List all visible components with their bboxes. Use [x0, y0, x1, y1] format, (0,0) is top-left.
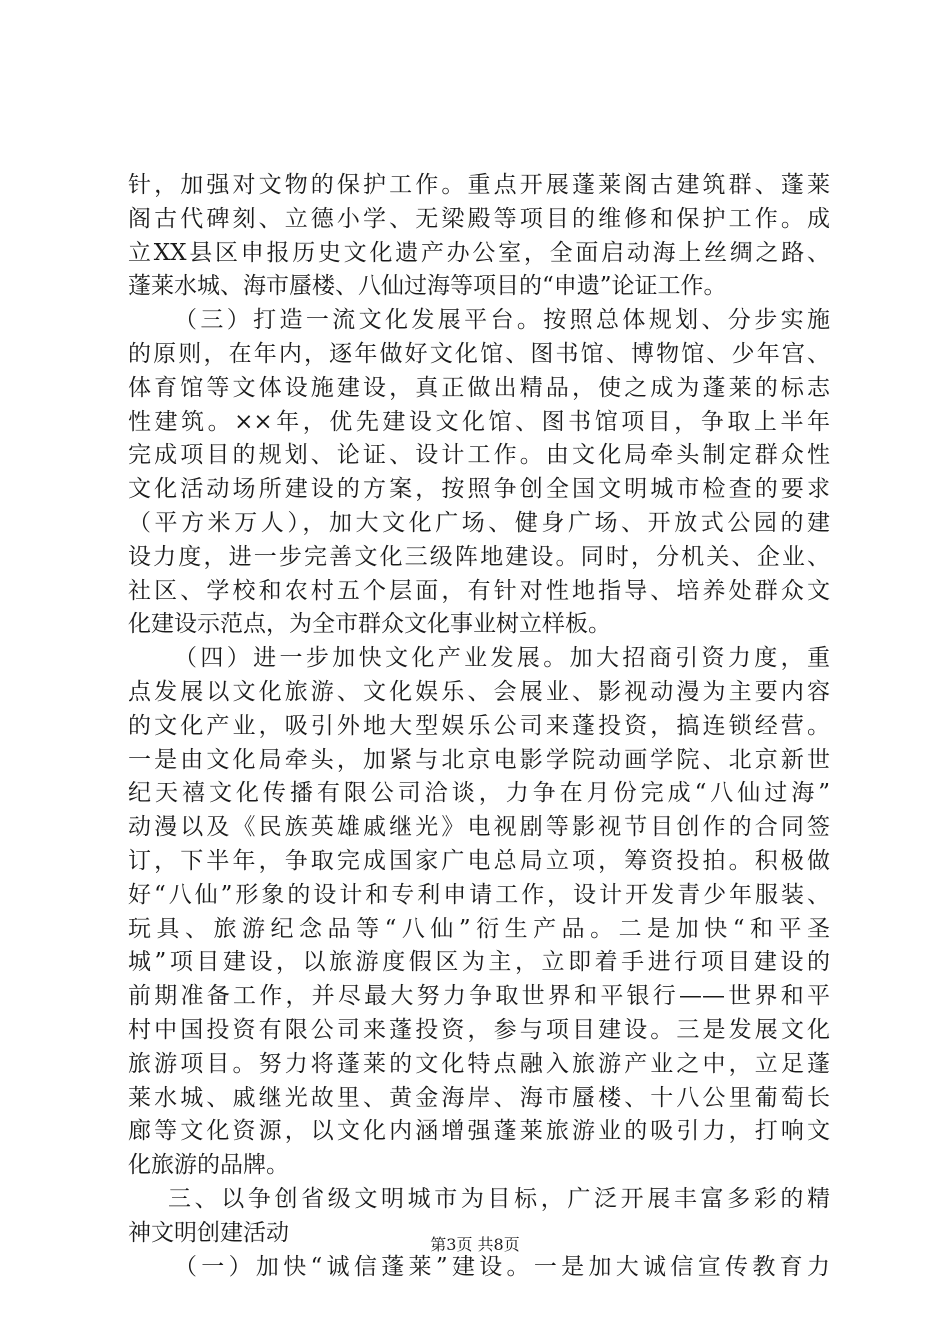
- section-heading-line: 神文明创建活动: [128, 1219, 289, 1246]
- text-line: 动漫以及《民族英雄戚继光》电视剧等影视节目创作的合同签: [128, 814, 830, 841]
- text-line: 针，加强对文物的保护工作。重点开展蓬莱阁古建筑群、蓬莱: [128, 172, 830, 198]
- text-line: 一是由文化局牵头，加紧与北京电影学院动画学院、北京新世: [128, 746, 830, 773]
- paragraph-start-line: （一）加快“诚信蓬莱”建设。一是加大诚信宣传教育力: [174, 1253, 830, 1280]
- text-line: 玩具、旅游纪念品等“八仙”衍生产品。二是加快“和平圣: [128, 915, 830, 942]
- section-heading-line: 三、以争创省级文明城市为目标，广泛开展丰富多彩的精: [168, 1185, 830, 1212]
- text-line: 体育馆等文体设施建设，真正做出精品，使之成为蓬莱的标志: [128, 374, 830, 401]
- text-line: 纪天禧文化传播有限公司洽谈，力争在月份完成“八仙过海”: [128, 780, 830, 807]
- text-line: （平方米万人），加大文化广场、健身广场、开放式公园的建: [128, 509, 830, 536]
- text-line: 的文化产业，吸引外地大型娱乐公司来蓬投资，搞连锁经营。: [128, 712, 830, 739]
- text-line: 前期准备工作，并尽最大努力争取世界和平银行——世界和平: [128, 983, 830, 1010]
- text-line: 城”项目建设，以旅游度假区为主，立即着手进行项目建设的: [128, 949, 830, 976]
- text-line: 阁古代碑刻、立德小学、无梁殿等项目的维修和保护工作。成: [128, 205, 830, 232]
- text-line: 好“八仙”形象的设计和专利申请工作，设计开发青少年服装、: [128, 881, 830, 908]
- text-line: 莱水城、戚继光故里、黄金海岸、海市蜃楼、十八公里葡萄长: [128, 1084, 830, 1111]
- text-line: 设力度，进一步完善文化三级阵地建设。同时，分机关、企业、: [128, 543, 830, 570]
- text-line: 完成项目的规划、论证、设计工作。由文化局牵头制定群众性: [128, 442, 830, 469]
- document-body: [128, 169, 830, 1284]
- text-line: 村中国投资有限公司来蓬投资，参与项目建设。三是发展文化: [128, 1016, 830, 1043]
- text-line: 立XX县区申报历史文化遗产办公室，全面启动海上丝绸之路、: [128, 239, 830, 266]
- text-line: 点发展以文化旅游、文化娱乐、会展业、影视动漫为主要内容: [128, 678, 830, 705]
- paragraph-start-line: （四）进一步加快文化产业发展。加大招商引资力度，重: [174, 645, 830, 672]
- text-line: 蓬莱水城、海市蜃楼、八仙过海等项目的“申遗”论证工作。: [128, 273, 727, 300]
- paragraph-start-line: （三）打造一流文化发展平台。按照总体规划、分步实施: [174, 307, 830, 334]
- text-line: 廊等文化资源，以文化内涵增强蓬莱旅游业的吸引力，打响文: [128, 1118, 830, 1145]
- text-line: 旅游项目。努力将蓬莱的文化特点融入旅游产业之中，立足蓬: [128, 1050, 830, 1077]
- text-line: 化旅游的品牌。: [128, 1152, 289, 1179]
- text-line: 的原则，在年内，逐年做好文化馆、图书馆、博物馆、少年宫、: [128, 340, 830, 367]
- text-line: 社区、学校和农村五个层面，有针对性地指导、培养处群众文: [128, 577, 830, 604]
- text-line: 订，下半年，争取完成国家广电总局立项，筹资投拍。积极做: [128, 847, 830, 874]
- page-number-footer: 第3页 共8页: [430, 1235, 520, 1254]
- text-line: 化建设示范点，为全市群众文化事业树立样板。: [128, 611, 611, 638]
- text-line: 文化活动场所建设的方案，按照争创全国文明城市检查的要求: [128, 476, 830, 503]
- text-line: 性建筑。××年，优先建设文化馆、图书馆项目，争取上半年: [128, 408, 830, 435]
